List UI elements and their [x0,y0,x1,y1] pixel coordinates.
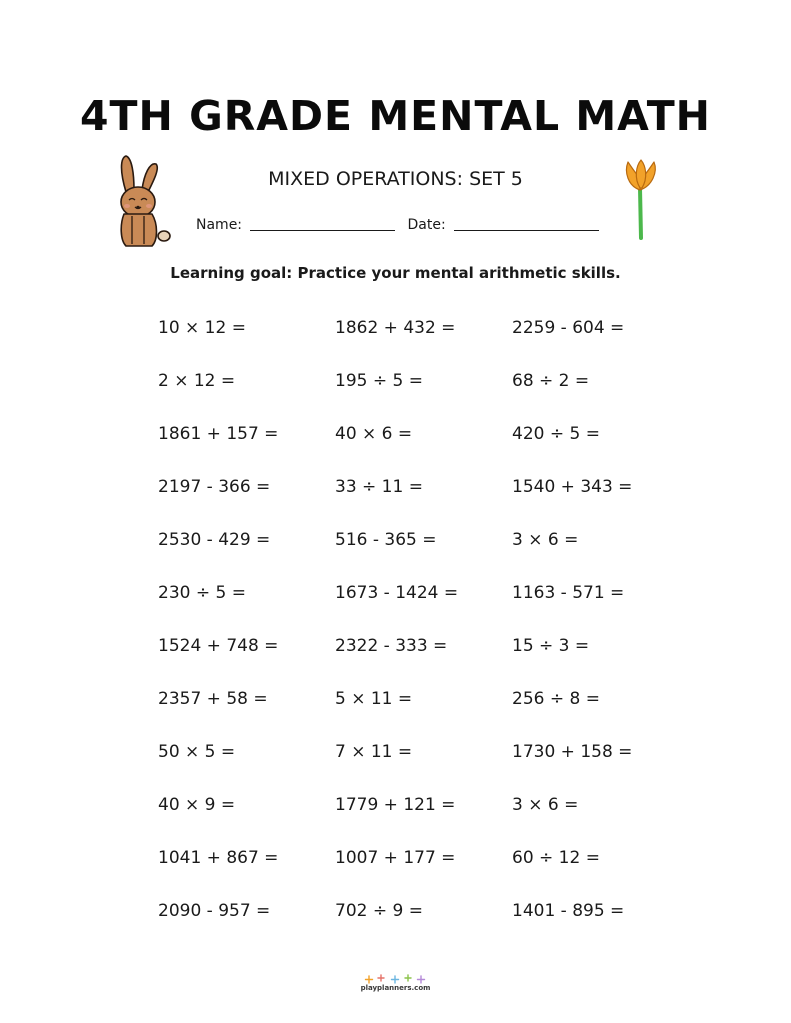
problem-item: 1401 - 895 = [512,901,625,921]
learning-goal: Learning goal: Practice your mental arithmetic skills. [170,264,621,282]
problem-item: 50 × 5 = [158,742,236,762]
problem-item: 3 × 6 = [512,530,579,550]
problem-item: 256 ÷ 8 = [512,689,600,709]
name-blank-line[interactable] [250,216,395,231]
date-label: Date: [407,217,446,233]
problem-item: 7 × 11 = [335,742,413,762]
problem-item: 2530 - 429 = [158,530,271,550]
problem-item: 1041 + 867 = [158,848,279,868]
problem-item: 2090 - 957 = [158,901,271,921]
worksheet-subtitle: MIXED OPERATIONS: SET 5 [268,168,523,190]
bunny-illustration [112,152,176,250]
problem-grid [158,318,672,954]
problem-item: 5 × 11 = [335,689,413,709]
footer-brand[interactable]: playplanners.com [360,984,431,992]
problem-item: 2322 - 333 = [335,636,448,656]
problem-item: 1730 + 158 = [512,742,633,762]
problem-item: 68 ÷ 2 = [512,371,590,391]
problem-item: 2259 - 604 = [512,318,625,338]
problem-item: 40 × 6 = [335,424,413,444]
problem-item: 40 × 9 = [158,795,236,815]
problem-item: 1540 + 343 = [512,477,633,497]
problem-item: 195 ÷ 5 = [335,371,423,391]
problem-item: 2197 - 366 = [158,477,271,497]
problem-item: 230 ÷ 5 = [158,583,246,603]
problem-item: 1861 + 157 = [158,424,279,444]
problem-item: 1673 - 1424 = [335,583,459,603]
worksheet-title: 4TH GRADE MENTAL MATH [79,92,711,140]
problem-item: 2357 + 58 = [158,689,268,709]
problem-item: 1007 + 177 = [335,848,456,868]
name-date-row [196,216,607,233]
problem-item: 33 ÷ 11 = [335,477,423,497]
problem-item: 3 × 6 = [512,795,579,815]
problem-item: 1779 + 121 = [335,795,456,815]
problem-item: 516 - 365 = [335,530,437,550]
date-blank-line[interactable] [454,216,599,231]
problem-item: 1163 - 571 = [512,583,625,603]
problem-item: 60 ÷ 12 = [512,848,600,868]
problem-item: 420 ÷ 5 = [512,424,600,444]
problem-item: 1524 + 748 = [158,636,279,656]
problem-item: 10 × 12 = [158,318,246,338]
name-label: Name: [196,217,243,233]
problem-item: 2 × 12 = [158,371,236,391]
problem-item: 15 ÷ 3 = [512,636,590,656]
problem-item: 702 ÷ 9 = [335,901,423,921]
problem-item: 1862 + 432 = [335,318,456,338]
